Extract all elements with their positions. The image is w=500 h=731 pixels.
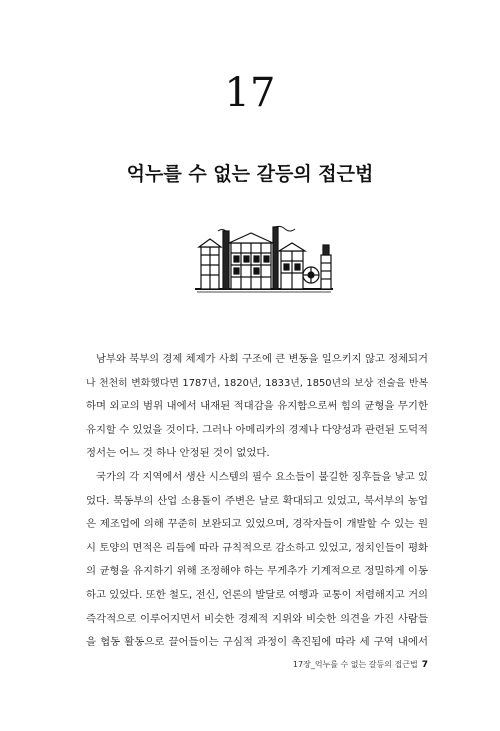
chapter-title: 억누를 수 없는 갈등의 접근법 [126, 163, 374, 185]
factory-engraving-icon [193, 225, 335, 295]
text-line: 나 천천히 변화했다면 1787년, 1820년, 1833년, 1850년의 보상 전술을 반복 [86, 377, 428, 389]
body-text [86, 348, 428, 655]
running-head: 17장_억누를 수 없는 갈등의 접근법 [292, 660, 418, 669]
paragraph-2 [86, 466, 428, 655]
text-line: 정서는 어느 것 하나 안정된 것이 없었다. [86, 447, 270, 460]
text-line: 의 균형을 유지하기 위해 조정해야 하는 무게추가 기계적으로 정밀하게 이동 [86, 565, 428, 578]
text-line: 시 토양의 면적은 리듬에 따라 규칙적으로 감소하고 있었고, 정치인들이 평화 [86, 541, 428, 554]
page-footer [293, 659, 428, 670]
paragraph-1 [86, 348, 428, 466]
text-line: 은 제조업에 의해 꾸준히 보완되고 있었으며, 경작자들이 개발할 수 있는 원 [86, 518, 428, 531]
text-line: 유지할 수 있었을 것이다. 그러나 아메리카의 경제나 다양성과 관련된 도덕적 [86, 423, 428, 436]
page-number: 7 [421, 660, 428, 670]
text-line: 었다. 북동부의 산업 소용돌이 주변은 날로 확대되고 있었고, 북서부의 농업 [86, 494, 428, 507]
chapter-number: 17 [224, 70, 276, 116]
text-line: 하며 외교의 범위 내에서 내재된 적대감을 유지함으로써 힘의 균형을 무기한 [86, 400, 428, 413]
text-line: 하고 있었다. 또한 철도, 전신, 언론의 발달로 여행과 교통이 저렴해지고 거의 [86, 588, 428, 601]
text-line: 즉각적으로 이루어지면서 비슷한 경제적 지위와 비슷한 의견을 가진 사람들 [86, 612, 428, 625]
text-line: 을 협동 활동으로 끌어들이는 구심적 과정이 촉진됨에 따라 세 구역 내에서 [86, 636, 428, 649]
text-line: 남부와 북부의 경제 체제가 사회 구조에 큰 변동을 일으키지 않고 정체되거 [96, 353, 428, 365]
text-line: 국가의 각 지역에서 생산 시스템의 필수 요소들이 불길한 징후들을 낳고 있 [96, 470, 428, 483]
